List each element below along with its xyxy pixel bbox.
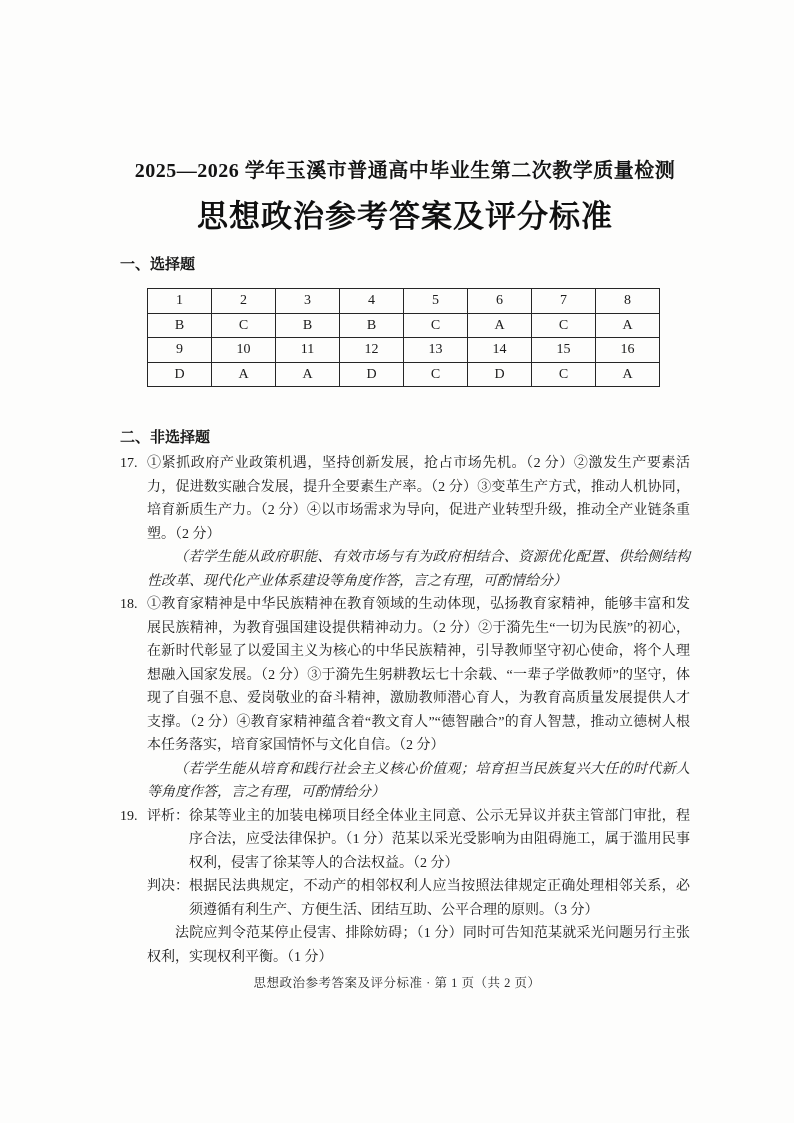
question-number-cell: 11	[276, 338, 340, 363]
answer-cell: D	[148, 362, 212, 387]
question-18-number: 18.	[120, 597, 138, 612]
question-19-court-order: 法院应判令范某停止侵害、排除妨碍；（1 分）同时可告知范某就采光问题另行主张权利，实现权利平衡。（1 分）	[147, 926, 690, 965]
section-1-heading: 一、选择题	[120, 256, 196, 273]
question-19-analysis	[147, 805, 690, 876]
question-number-cell: 9	[148, 338, 212, 363]
answer-cell: B	[276, 313, 340, 338]
question-number-cell: 7	[532, 289, 596, 314]
table-row	[148, 313, 660, 338]
answer-cell: C	[532, 313, 596, 338]
answer-cell: A	[468, 313, 532, 338]
analysis-label: 评析：	[147, 808, 189, 824]
question-number-cell: 4	[340, 289, 404, 314]
answer-cell: B	[148, 313, 212, 338]
judgment-text: 根据民法典规定，不动产的相邻权利人应当按照法律规定正确处理相邻关系，必须遵循有利生产、方便生活、团结互助、公平合理的原则。（3 分）	[189, 879, 690, 918]
question-18-answer: ①教育家精神是中华民族精神在教育领域的生动体现，弘扬教育家精神，能够丰富和发展民族精神，为教育强国建设提供精神动力。（2 分）②于漪先生“一切为民族”的初心，在新时代彰显了以爱国主义为核心的中华民族精神，引导教师坚守初心使命，将个人理想融入国家发展。（2 分）③于漪先生躬耕教坛七十余载、“一辈子学做教师”的坚守，体现了自强不息、爱岗敬业的奋斗精神，激励教师潜心育人，为教育高质量发展提供人才支撑。（2 分）④教育家精神蕴含着“教文育人”“德智融合”的育人智慧，推动立德树人根本任务落实，培育家国情怀与文化自信。（2 分）	[147, 597, 690, 753]
question-number-cell: 1	[148, 289, 212, 314]
question-number-cell: 15	[532, 338, 596, 363]
answer-cell: A	[596, 313, 660, 338]
answer-cell: D	[340, 362, 404, 387]
answer-cell: C	[404, 313, 468, 338]
question-number-cell: 16	[596, 338, 660, 363]
question-number-cell: 14	[468, 338, 532, 363]
answer-cell: A	[276, 362, 340, 387]
question-number-cell: 2	[212, 289, 276, 314]
table-row	[148, 362, 660, 387]
question-17-answer: ①紧抓政府产业政策机遇，坚持创新发展，抢占市场先机。（2 分）②激发生产要素活力，促进数实融合发展，提升全要素生产率。（2 分）③变革生产方式，推动人机协同，培育新质生产力。（2 分）④以市场需求为导向，促进产业转型升级，推动全产业链条重塑。（2 分）	[147, 456, 690, 542]
exam-session-header: 2025—2026 学年玉溪市普通高中毕业生第二次教学质量检测	[134, 160, 676, 182]
answer-cell: C	[212, 313, 276, 338]
answer-cell: B	[340, 313, 404, 338]
section-2-heading: 二、非选择题	[120, 429, 211, 446]
answer-cell: A	[212, 362, 276, 387]
question-number-cell: 6	[468, 289, 532, 314]
answer-cell: C	[532, 362, 596, 387]
question-17-grading-note: （若学生能从政府职能、有效市场与有为政府相结合、资源优化配置、供给侧结构性改革、现代化产业体系建设等角度作答，言之有理，可酌情给分）	[147, 550, 690, 589]
question-number-cell: 13	[404, 338, 468, 363]
answer-cell: D	[468, 362, 532, 387]
question-19-number: 19.	[120, 808, 138, 824]
question-18-grading-note: （若学生能从培育和践行社会主义核心价值观；培育担当民族复兴大任的时代新人等角度作答，言之有理，可酌情给分）	[147, 761, 690, 800]
question-19	[120, 805, 690, 970]
question-number-cell: 8	[596, 289, 660, 314]
judgment-label: 判决：	[147, 879, 189, 894]
question-number-cell: 5	[404, 289, 468, 314]
question-number-cell: 3	[276, 289, 340, 314]
page-footer: 思想政治参考答案及评分标准 · 第 1 页（共 2 页）	[253, 976, 541, 990]
question-18	[120, 593, 690, 805]
question-number-cell: 12	[340, 338, 404, 363]
table-row	[148, 338, 660, 363]
answer-cell: C	[404, 362, 468, 387]
answer-cell: A	[596, 362, 660, 387]
analysis-text: 徐某等业主的加装电梯项目经全体业主同意、公示无异议并获主管部门审批，程序合法，应受法律保护。（1 分）范某以采光受影响为由阻碍施工，属于滥用民事权利，侵害了徐某等人的合法权益。（2 分）	[189, 808, 690, 871]
question-17	[120, 452, 690, 593]
table-row	[148, 289, 660, 314]
question-19-judgment	[147, 875, 690, 922]
question-17-number: 17.	[120, 456, 138, 471]
question-number-cell: 10	[212, 338, 276, 363]
page-title: 思想政治参考答案及评分标准	[197, 199, 613, 234]
answer-key-table	[147, 288, 660, 387]
